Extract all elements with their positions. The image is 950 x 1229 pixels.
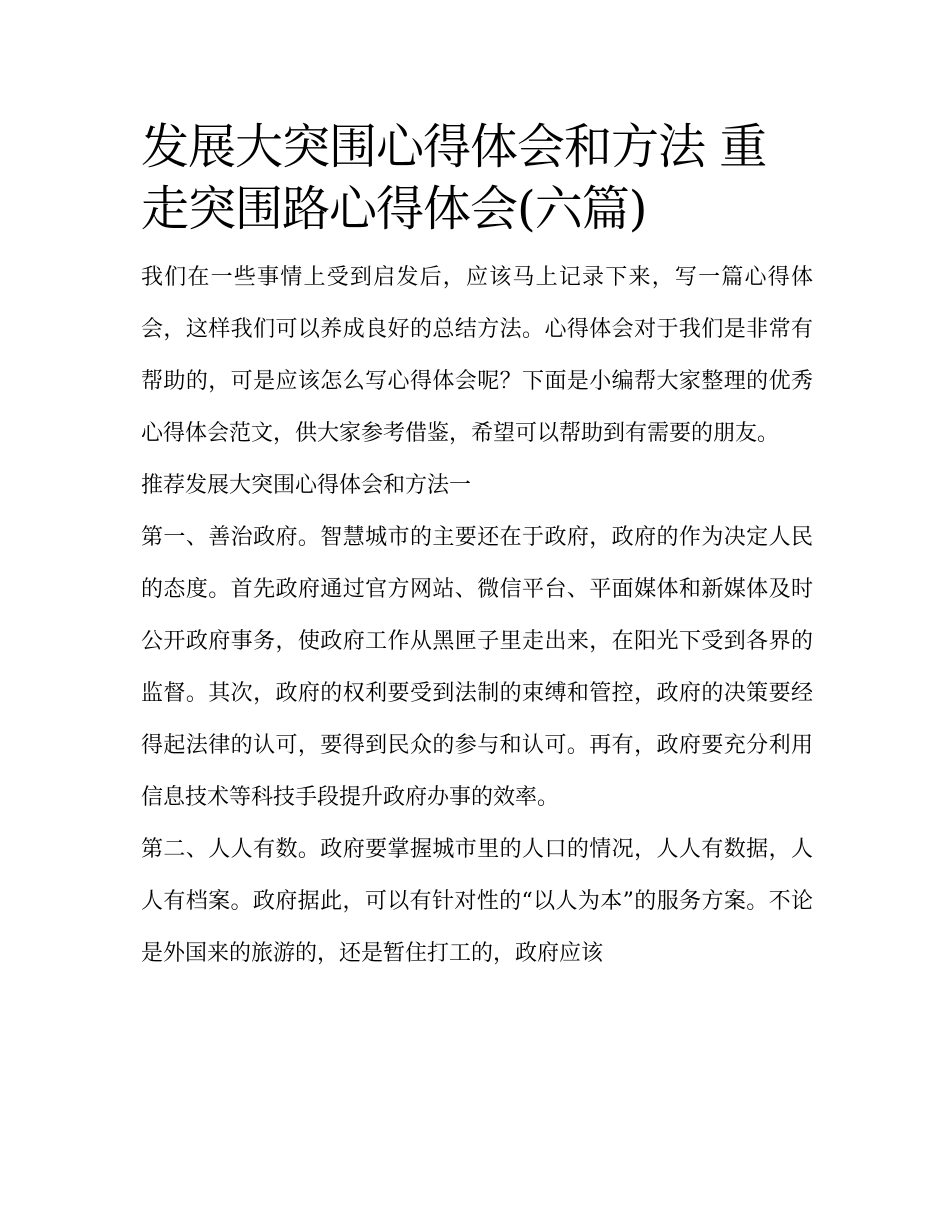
document-title: 发展大突围心得体会和方法 重走突围路心得体会(六篇) [141,119,767,237]
body-paragraph-1: 第一、善治政府。智慧城市的主要还在于政府，政府的作为决定人民的态度。首先政府通过官方网站、微信平台、平面媒体和新媒体及时公开政府事务，使政府工作从黑匣子里走出来，在阳光下受到各界的监督。其次，政府的权利要受到法制的束缚和管控，政府的决策要经得起法律的认可，要得到民众的参与和认可。再有，政府要充分利用信息技术等科技手段提升政府办事的效率。 [141,525,813,810]
intro-paragraph: 我们在一些事情上受到启发后，应该马上记录下来，写一篇心得体会，这样我们可以养成良好的总结方法。心得体会对于我们是非常有帮助的，可是应该怎么写心得体会呢？下面是小编帮大家整理的优秀心得体会范文，供大家参考借鉴，希望可以帮助到有需要的朋友。 [141,265,813,446]
section-heading: 推荐发展大突围心得体会和方法一 [141,473,472,498]
document-body [141,116,813,980]
body-paragraph-2: 第二、人人有数。政府要掌握城市里的人口的情况，人人有数据，人人有档案。政府据此，可以有针对性的“以人为本”的服务方案。不论是外国来的旅游的，还是暂住打工的，政府应该 [141,837,813,966]
